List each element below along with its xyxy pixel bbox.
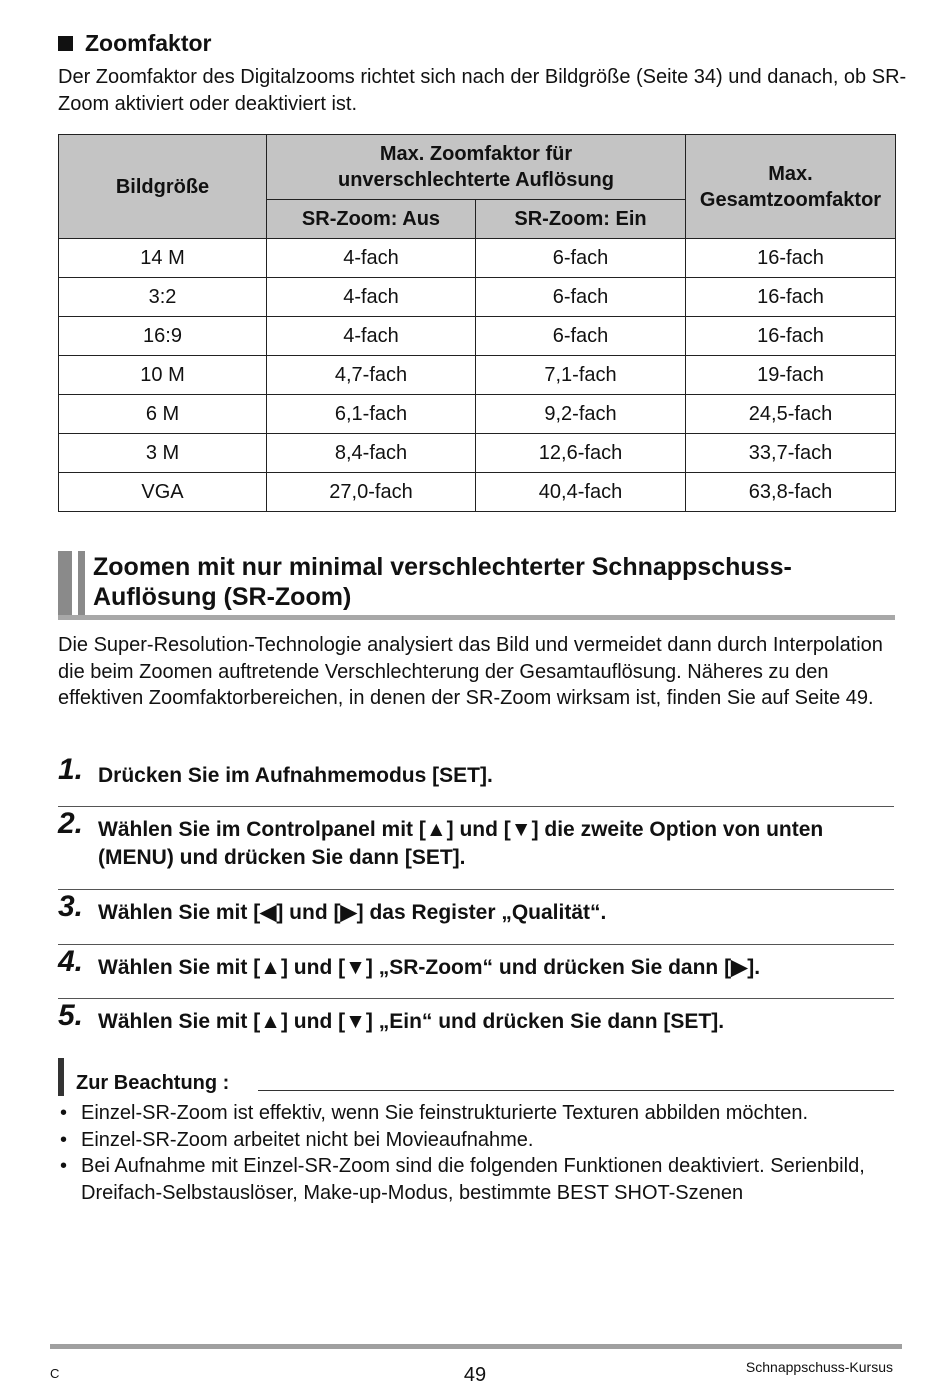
step-divider xyxy=(58,944,894,945)
bullet-icon: • xyxy=(60,1128,68,1151)
list-item xyxy=(58,1127,918,1154)
zoomfaktor-title: Zoomfaktor xyxy=(85,30,212,56)
cell-sr-on: 6-fach xyxy=(476,278,686,317)
note-item-text: Bei Aufnahme mit Einzel-SR-Zoom sind die folgenden Funktionen deaktiviert. Serienbild, Dreifach-Selbstauslöser, Make-up-Modus, bestimmte BEST SHOT-Szenen xyxy=(81,1155,865,1204)
header-image-size: Bildgröße xyxy=(59,135,267,239)
cell-image-size: VGA xyxy=(59,473,267,512)
section-title xyxy=(93,552,893,612)
section-title-line2: Auflösung (SR-Zoom) xyxy=(93,583,352,611)
zoom-factor-table xyxy=(58,134,896,512)
step-1 xyxy=(58,753,894,790)
cell-image-size: 3 M xyxy=(59,434,267,473)
cell-sr-off: 4-fach xyxy=(267,278,476,317)
cell-image-size: 10 M xyxy=(59,356,267,395)
list-item xyxy=(58,1153,918,1206)
note-heading: Zur Beachtung : xyxy=(76,1072,230,1094)
section-body: Die Super-Resolution-Technologie analysiert das Bild und vermeidet dann durch Interpolation die beim Zoomen auftretende Verschlechterung der Gesamtauflösung. Näheres zu den effektiven Zoomfaktorbereichen, in denen der SR-Zoom wirksam ist, finden Sie auf Seite 49. xyxy=(58,634,883,709)
header-max-zoom-group: Max. Zoomfaktor für unverschlechterte Auflösung xyxy=(267,135,686,200)
cell-image-size: 16:9 xyxy=(59,317,267,356)
table-row xyxy=(59,356,896,395)
table-row xyxy=(59,434,896,473)
cell-sr-on: 40,4-fach xyxy=(476,473,686,512)
square-bullet-icon xyxy=(58,36,73,51)
step-text: Wählen Sie mit [▲] und [▼] „SR-Zoom“ und drücken Sie dann [▶]. xyxy=(98,956,761,979)
step-divider xyxy=(58,998,894,999)
table-row xyxy=(59,395,896,434)
footer-rule xyxy=(50,1344,902,1349)
cell-sr-on: 6-fach xyxy=(476,239,686,278)
cell-sr-off: 4,7-fach xyxy=(267,356,476,395)
header-sr-off: SR-Zoom: Aus xyxy=(267,200,476,239)
step-text: Wählen Sie mit [◀] und [▶] das Register „Qualität“. xyxy=(98,901,607,924)
note-rule xyxy=(258,1090,894,1091)
cell-total: 63,8-fach xyxy=(686,473,896,512)
footer-chapter: Schnappschuss-Kursus xyxy=(745,1359,893,1375)
note-item-text: Einzel-SR-Zoom ist effektiv, wenn Sie feinstrukturierte Texturen abbilden möchten. xyxy=(81,1102,809,1124)
step-2 xyxy=(58,807,894,872)
cell-sr-on: 12,6-fach xyxy=(476,434,686,473)
section-title-line1: Zoomen mit nur minimal verschlechterter Schnappschuss- xyxy=(93,553,792,581)
cell-total: 24,5-fach xyxy=(686,395,896,434)
cell-sr-off: 8,4-fach xyxy=(267,434,476,473)
footer-left-mark: C xyxy=(50,1366,60,1381)
zoomfaktor-intro: Der Zoomfaktor des Digitalzooms richtet sich nach der Bildgröße (Seite 34) und danach, ob SR-Zoom aktiviert oder deaktiviert ist. xyxy=(58,66,907,115)
note-list xyxy=(58,1100,918,1206)
step-divider xyxy=(58,806,894,807)
step-5 xyxy=(58,999,894,1036)
bullet-icon: • xyxy=(60,1102,68,1124)
zoomfaktor-heading xyxy=(58,30,212,57)
cell-image-size: 14 M xyxy=(59,239,267,278)
cell-sr-on: 6-fach xyxy=(476,317,686,356)
cell-sr-on: 9,2-fach xyxy=(476,395,686,434)
cell-sr-off: 4-fach xyxy=(267,239,476,278)
step-divider xyxy=(58,889,894,890)
cell-sr-off: 6,1-fach xyxy=(267,395,476,434)
cell-sr-off: 27,0-fach xyxy=(267,473,476,512)
step-4 xyxy=(58,945,894,982)
section-underline xyxy=(58,615,895,620)
step-3 xyxy=(58,890,894,927)
page-number: 49 xyxy=(463,1364,487,1386)
step-number: 1. xyxy=(58,753,84,786)
cell-image-size: 3:2 xyxy=(59,278,267,317)
cell-image-size: 6 M xyxy=(59,395,267,434)
section-marker-bar-thin xyxy=(78,551,85,619)
note-marker-bar xyxy=(58,1058,64,1096)
table-row xyxy=(59,239,896,278)
cell-total: 16-fach xyxy=(686,239,896,278)
cell-sr-off: 4-fach xyxy=(267,317,476,356)
list-item xyxy=(58,1100,918,1127)
section-marker-bar xyxy=(58,551,72,619)
note-item-text: Einzel-SR-Zoom arbeitet nicht bei Movieaufnahme. xyxy=(81,1128,534,1151)
step-number: 2. xyxy=(58,807,84,840)
header-total-zoom: Max. Gesamtzoomfaktor xyxy=(686,135,896,239)
table-row xyxy=(59,473,896,512)
step-number: 4. xyxy=(58,945,84,978)
step-number: 5. xyxy=(58,999,84,1032)
cell-total: 16-fach xyxy=(686,278,896,317)
table-row xyxy=(59,278,896,317)
step-text: Drücken Sie im Aufnahmemodus [SET]. xyxy=(98,764,493,787)
header-sr-on: SR-Zoom: Ein xyxy=(476,200,686,239)
cell-total: 16-fach xyxy=(686,317,896,356)
cell-total: 33,7-fach xyxy=(686,434,896,473)
step-text: Wählen Sie im Controlpanel mit [▲] und [▼] die zweite Option von unten (MENU) und drücken Sie dann [SET]. xyxy=(98,818,824,869)
cell-total: 19-fach xyxy=(686,356,896,395)
step-text: Wählen Sie mit [▲] und [▼] „Ein“ und drücken Sie dann [SET]. xyxy=(98,1010,725,1033)
table-row xyxy=(59,317,896,356)
bullet-icon: • xyxy=(60,1155,68,1177)
step-number: 3. xyxy=(58,890,84,923)
cell-sr-on: 7,1-fach xyxy=(476,356,686,395)
